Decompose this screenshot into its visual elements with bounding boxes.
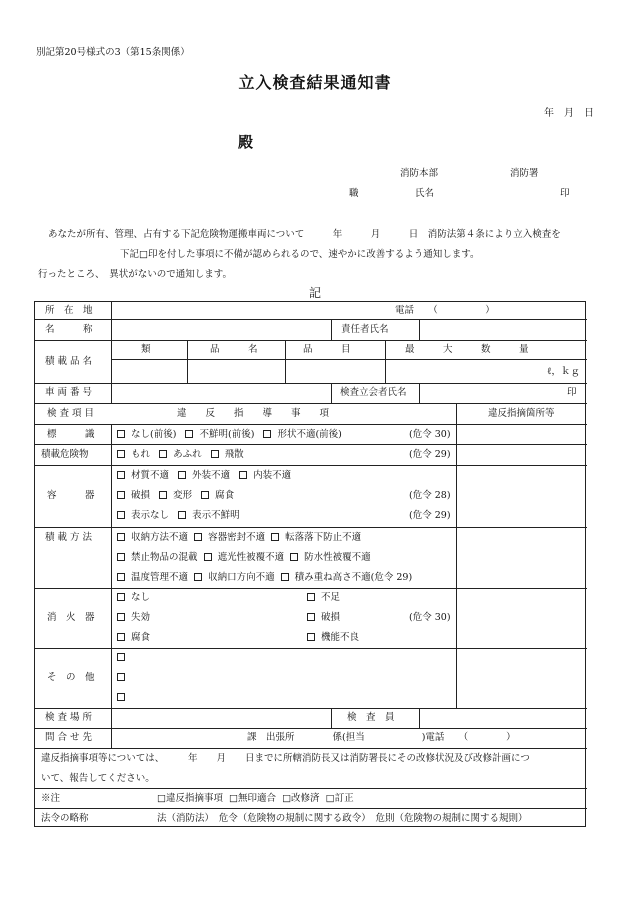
fire-hq-label: 消防本部 [400,168,439,179]
sign-ref: (危令 30) [409,429,451,440]
checkbox[interactable] [271,533,279,541]
inspect-item-header: 検 査 項 目 [47,408,95,419]
extinguisher-right-1: 不足 [307,592,340,604]
checkbox[interactable] [159,450,167,458]
container-line-1: 材質不適 外装不適 内装不適 [117,470,291,482]
checkbox[interactable] [117,430,125,438]
checkbox[interactable] [117,511,125,519]
checkbox[interactable] [159,491,167,499]
extinguisher-right-3: 機能不良 [307,632,359,644]
seal-label: 印 [560,188,570,199]
body-line-1: あなたが所有、管理、占有する下記危険物運搬車両について 年 月 日 消防法第４条により立入検査を [48,229,561,240]
issue-date: 年 月 日 [544,108,594,119]
witness-seal: 印 [567,387,577,398]
checkbox[interactable] [204,553,212,561]
checkbox[interactable] [117,593,125,601]
extinguisher-left-1: なし [117,592,150,604]
inspection-table [34,301,586,827]
cargo-col-max-qty: 最 大 数 量 [405,344,529,355]
abbr-value: 法（消防法） 危令（危険物の規制に関する政令） 危則（危険物の規制に関する規則） [157,813,528,824]
cargo-danger-ref: (危令 29) [409,449,451,460]
witness-label: 検査立会者氏名 [340,387,407,398]
notice-line-1: 違反指摘事項等については、 年 月 日までに所轄消防長又は消防署長にその改修状況及び改修計画につ [41,753,530,764]
inspect-place-label: 検 査 場 所 [45,712,93,723]
notice-line-2: いて、報告してください。 [41,773,155,784]
checkbox[interactable] [263,430,271,438]
sign-label: 標 識 [47,429,95,440]
body-line-3: 行ったところ、 異状がないので通知します。 [38,269,232,280]
vehicle-label: 車 両 番 号 [45,387,93,398]
loading-line-1: 収納方法不適 容器密封不適 転落落下防止不適 [117,532,361,544]
checkbox[interactable] [211,450,219,458]
checkbox[interactable] [117,553,125,561]
responsible-label: 責任者氏名 [341,324,389,335]
post-label: 職 [349,188,359,199]
name-label: 氏名 [415,188,435,199]
cargo-col-grade: 品 目 [303,344,351,355]
container-line-2: 破損 変形 腐食 [117,490,234,502]
extinguisher-right-2: 破損 [307,612,340,624]
note-options: □違反指摘事項 □無印適合 □改修済 □訂正 [157,793,354,804]
container-ref-2: (危令 29) [409,510,451,521]
contact-value: 課 出張所 係(担当 )電話 （ ） [247,732,516,743]
note-label: ※注 [41,793,61,804]
extinguisher-ref: (危令 30) [409,612,451,623]
checkbox[interactable] [117,533,125,541]
other-checkbox-3[interactable] [117,692,131,704]
loading-label: 積 載 方 法 [45,532,93,543]
loading-line-2: 禁止物品の混載 遮光性被覆不適 防水性被覆不適 [117,552,371,564]
cargo-col-type: 類 [141,344,151,355]
checkbox[interactable] [194,533,202,541]
checkbox[interactable] [194,573,202,581]
ki-heading: 記 [308,286,321,300]
address-label: 所 在 地 [45,305,93,316]
inspector-label: 検 査 員 [347,712,395,723]
checkbox[interactable] [178,511,186,519]
checkbox[interactable] [117,491,125,499]
location-header: 違反指摘箇所等 [488,408,555,419]
cargo-col-item: 品 名 [210,344,258,355]
cargo-danger-items: もれ あふれ 飛散 [117,449,244,461]
checkbox[interactable] [281,573,289,581]
sign-items: なし(前後) 不鮮明(前後) 形状不適(前後) [117,429,342,441]
cargo-danger-label: 積載危険物 [41,449,89,460]
cargo-label: 積 載 品 名 [45,356,93,367]
unit-label: ℓ，ｋｇ [547,366,581,377]
checkbox[interactable] [117,450,125,458]
checkbox[interactable] [117,573,125,581]
checkbox[interactable] [117,613,125,621]
abbr-label: 法令の略称 [41,813,89,824]
container-line-3: 表示なし 表示不鮮明 [117,510,240,522]
violation-header: 違 反 指 導 事 項 [177,408,330,419]
contact-label: 問 合 せ 先 [45,732,93,743]
document-title: 立入検査結果通知書 [238,73,392,92]
checkbox[interactable] [239,471,247,479]
checkbox[interactable] [201,491,209,499]
loading-line-3: 温度管理不適 収納口方向不適 積み重ね高さ不適(危令 29) [117,572,412,584]
extinguisher-left-2: 失効 [117,612,150,624]
other-checkbox-1[interactable] [117,652,131,664]
checkbox[interactable] [117,633,125,641]
other-checkbox-2[interactable] [117,672,131,684]
extinguisher-label: 消 火 器 [47,612,95,623]
other-label: そ の 他 [47,672,95,683]
form-reference: 別記第20号様式の3（第15条関係） [36,47,190,58]
extinguisher-left-3: 腐食 [117,632,150,644]
checkbox[interactable] [185,430,193,438]
name-row-label: 名 称 [45,324,93,335]
fire-station-label: 消防署 [510,168,539,179]
addressee-suffix: 殿 [238,133,254,151]
checkbox[interactable] [307,613,315,621]
checkbox[interactable] [307,593,315,601]
checkbox[interactable] [307,633,315,641]
phone-label: 電話 （ ） [395,305,495,316]
container-label: 容 器 [47,490,95,501]
checkbox[interactable] [290,553,298,561]
checkbox[interactable] [178,471,186,479]
checkbox[interactable] [117,471,125,479]
body-line-2: 下記□印を付した事項に不備が認められるので、速やかに改善するよう通知します。 [120,249,480,260]
container-ref-1: (危令 28) [409,490,451,501]
